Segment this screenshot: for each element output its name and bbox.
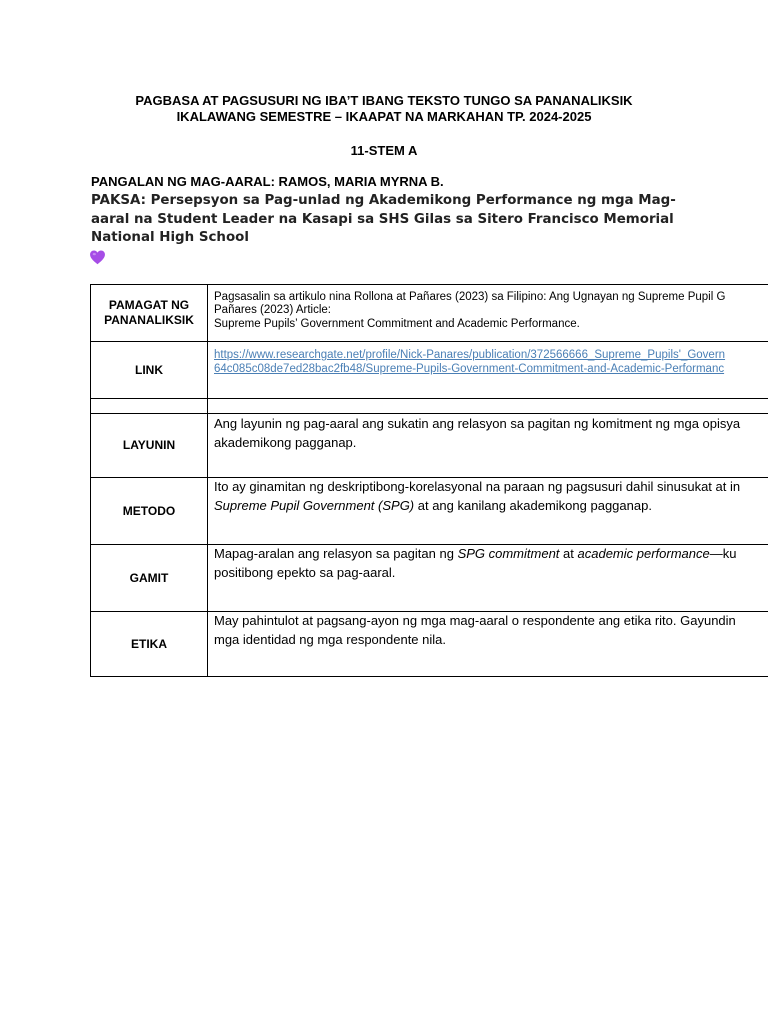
row-value-layunin bbox=[214, 415, 768, 451]
header-section: 11-STEM A bbox=[350, 143, 418, 158]
pamagat-line-1: Pagsasalin sa artikulo nina Rollona at Pañares (2023) sa Filipino: Ang Ugnayan ng Supreme Pupil G bbox=[214, 291, 726, 303]
gamit-spg-term: SPG commitment bbox=[457, 546, 560, 561]
student-name: RAMOS, MARIA MYRNA B. bbox=[278, 174, 444, 189]
header-semester: IKALAWANG SEMESTRE – IKAAPAT NA MARKAHAN TP. 2024-2025 bbox=[176, 109, 592, 124]
metodo-line-1: Ito ay ginamitan ng deskriptibong-korelasyonal na paraan ng pagsusuri dahil sinusukat at in bbox=[214, 479, 741, 494]
link-line-2[interactable]: 64c085c08de7ed28bac2fb48/Supreme-Pupils-Government-Commitment-and-Academic-Performanc bbox=[214, 363, 725, 375]
student-label: PANGALAN NG MAG-AARAL: bbox=[91, 174, 275, 189]
gamit-text-start: Mapag-aralan ang relasyon sa pagitan ng bbox=[214, 546, 458, 561]
row-label-link: LINK bbox=[135, 362, 163, 377]
gamit-text-end: —ku bbox=[709, 546, 737, 561]
link-line-1[interactable]: https://www.researchgate.net/profile/Nick-Panares/publication/372566666_Supreme_Pupils'_Govern bbox=[214, 349, 726, 361]
gamit-line-2: positibong epekto sa pag-aaral. bbox=[214, 565, 396, 580]
metodo-spg-term: Supreme Pupil Government (SPG) bbox=[214, 498, 415, 513]
pamagat-line-3: Supreme Pupils’ Government Commitment and Academic Performance. bbox=[214, 318, 580, 330]
row-value-metodo bbox=[214, 478, 768, 514]
gamit-academic-term: academic performance bbox=[577, 546, 710, 561]
pamagat-line-2: Pañares (2023) Article: bbox=[214, 304, 331, 316]
header-course-title: PAGBASA AT PAGSUSURI NG IBA’T IBANG TEKSTO TUNGO SA PANANALIKSIK bbox=[135, 93, 633, 108]
research-link[interactable] bbox=[214, 348, 768, 376]
row-value-pamagat bbox=[214, 291, 768, 331]
row-value-etika bbox=[214, 612, 768, 648]
row-label-layunin: LAYUNIN bbox=[122, 438, 176, 452]
layunin-line-2: akademikong pagganap. bbox=[214, 435, 357, 450]
topic-text: Persepsyon sa Pag-unlad ng Akademikong Performance ng mga Mag-aaral na Student Leader na Kasapi sa SHS Gilas sa Sitero Francisco Memorial National High School bbox=[91, 193, 676, 245]
row-label-pamagat: PAMAGAT NG PANANALIKSIK bbox=[104, 298, 194, 327]
student-name-line bbox=[91, 174, 444, 190]
table-border bbox=[90, 398, 768, 399]
gamit-line-1 bbox=[214, 545, 768, 562]
etika-line-1: May pahintulot at pagsang-ayon ng mga mag-aaral o respondente ang etika rito. Gayundin bbox=[214, 613, 736, 628]
row-value-gamit bbox=[214, 545, 768, 581]
gamit-text-mid: at bbox=[559, 546, 578, 561]
topic-label: PAKSA: bbox=[91, 193, 146, 208]
table-border bbox=[90, 676, 768, 677]
metodo-line-2 bbox=[214, 497, 768, 514]
row-label-metodo: METODO bbox=[122, 503, 176, 518]
metodo-line-2-rest: at ang kanilang akademikong pagganap. bbox=[414, 498, 652, 513]
research-summary-table bbox=[90, 284, 768, 677]
layunin-line-1: Ang layunin ng pag-aaral ang sukatin ang relasyon sa pagitan ng komitment ng mga opisya bbox=[214, 416, 741, 431]
topic-paragraph bbox=[91, 192, 691, 248]
etika-line-2: mga identidad ng mga respondente nila. bbox=[214, 632, 446, 647]
row-label-gamit: GAMIT bbox=[129, 570, 169, 585]
row-label-etika: ETIKA bbox=[131, 636, 167, 651]
table-border bbox=[207, 284, 208, 676]
purple-heart-icon bbox=[89, 249, 106, 266]
